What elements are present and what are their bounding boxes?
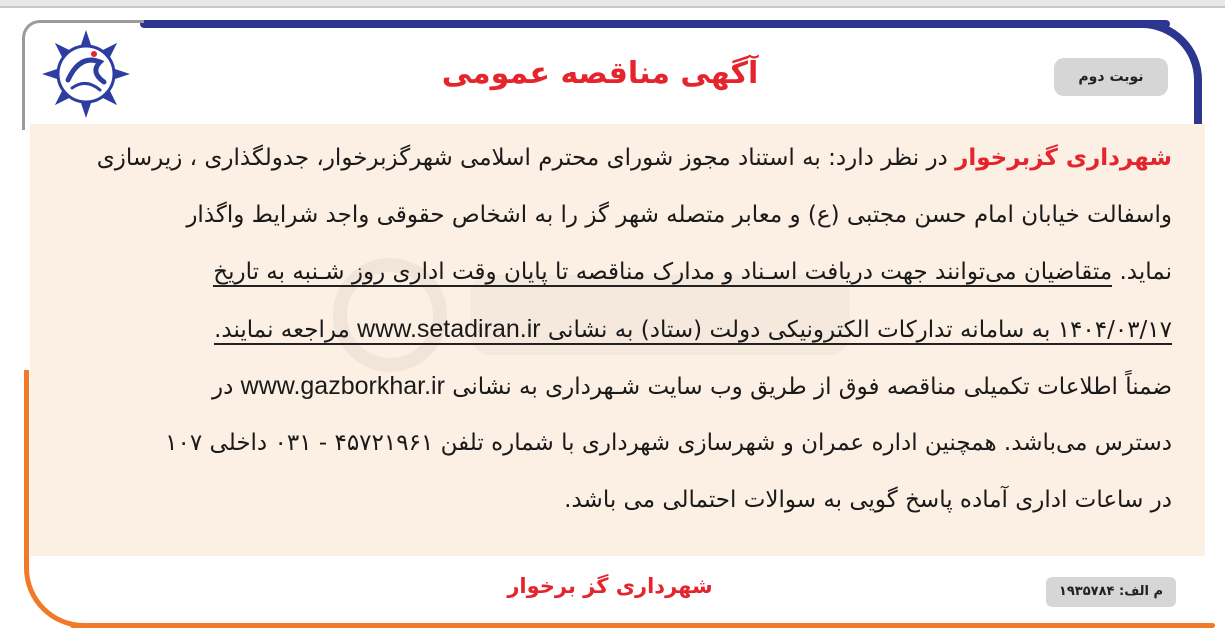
- top-strip: [0, 0, 1225, 8]
- deadline-tail: مراجعه نمایند.: [214, 317, 358, 343]
- footer-signature: شهرداری گز برخوار: [507, 574, 713, 598]
- body-line-1: [56, 130, 1172, 187]
- body-line-2: واسفالت خیابان امام حسن مجتبی (ع) و معابر متصله شهر گز را به اشخاص حقوقی واجد شرایط واگذار: [186, 202, 1172, 228]
- body-line-1-text: در نظر دارد: به استناد مجوز شورای محترم اسلامی شهرگزبرخوار، جدولگذاری ، زیرسازی: [96, 145, 956, 171]
- council-logo-icon: [40, 28, 132, 120]
- body-line-3-plain: نماید.: [1112, 259, 1172, 285]
- bottom-frame-line: [70, 623, 1215, 628]
- body-line-4: [56, 301, 1172, 358]
- body-line-3: [56, 244, 1172, 301]
- setad-website-link[interactable]: www.setadiran.ir: [357, 315, 541, 343]
- body-line-5-tail: در: [212, 374, 241, 400]
- top-frame-line: [140, 20, 1170, 28]
- deadline-text: [214, 317, 1172, 345]
- round-badge: نوبت دوم: [1054, 58, 1168, 96]
- municipality-website-link[interactable]: www.gazborkhar.ir: [240, 372, 445, 400]
- reference-badge: م الف: ۱۹۳۵۷۸۴: [1046, 577, 1176, 607]
- body-line-3-underlined: متقاضیان می‌توانند جهت دریافت اسـناد و مدارک مناقصه تا پایان وقت اداری روز شـنبه به تاریخ: [213, 259, 1113, 285]
- body-line-5-text: ضمناً اطلاعات تکمیلی مناقصه فوق از طریق وب سایت شـهرداری به نشانی: [444, 374, 1172, 400]
- notice-body-text: [56, 130, 1172, 529]
- deadline-date-text: ۱۴۰۴/۰۳/۱۷ به سامانه تدارکات الکترونیکی دولت (ستاد) به نشانی: [540, 317, 1172, 343]
- body-line-7: در ساعات اداری آماده پاسخ گویی به سوالات احتمالی می باشد.: [564, 487, 1172, 513]
- body-line-6: دسترس می‌باشد. همچنین اداره عمران و شهرسازی شهرداری با شماره تلفن ۴۵۷۲۱۹۶۱ - ۰۳۱ داخلی ۱۰۷: [165, 430, 1172, 456]
- body-line-5: [56, 358, 1172, 415]
- council-logo: [40, 28, 132, 120]
- notice-title: آگهی مناقصه عمومی: [441, 56, 759, 91]
- municipality-name: شهرداری گزبرخوار: [955, 145, 1172, 171]
